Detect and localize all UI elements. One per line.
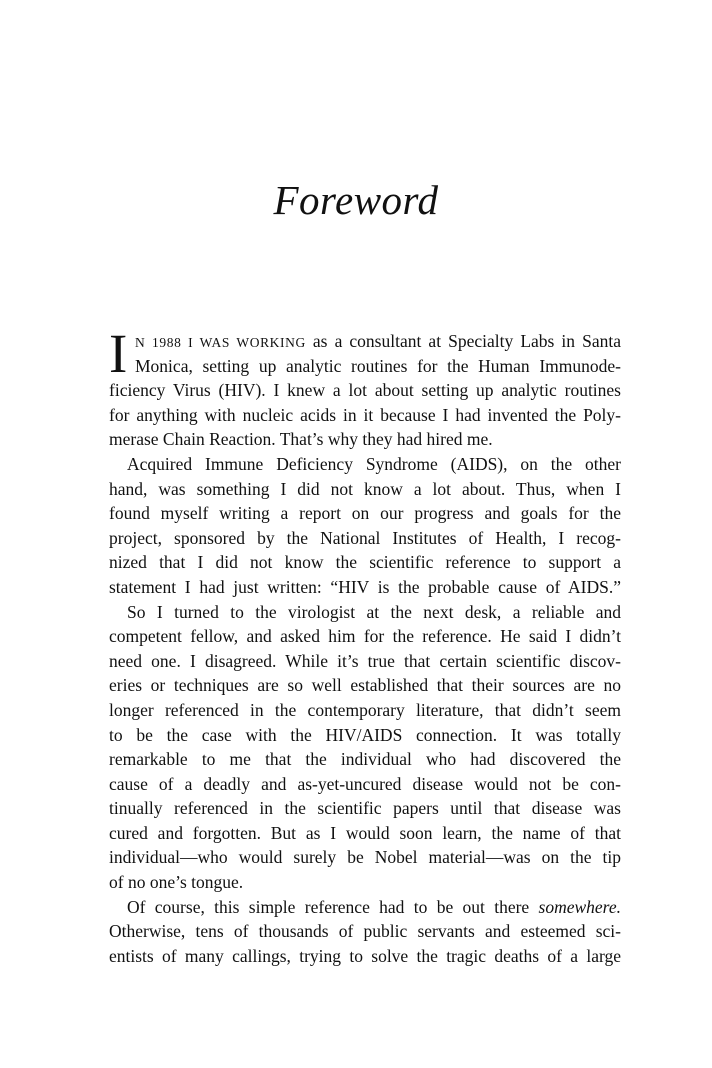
text-line: found myself writing a report on our progress and goals for the xyxy=(109,503,621,524)
text-line: to be the case with the HIV/AIDS connection. It was totally xyxy=(109,724,621,745)
text-line: So I turned to the virologist at the next desk, a reliable and xyxy=(127,601,621,622)
text-line: remarkable to me that the individual who had discovered the xyxy=(109,749,621,770)
text-line: of no one’s tongue. xyxy=(109,872,244,893)
text-line: merase Chain Reaction. That’s why they had hired me. xyxy=(109,429,493,450)
text-line: Acquired Immune Deficiency Syndrome (AIDS), on the other xyxy=(127,453,621,474)
text-line: Monica, setting up analytic routines for the Human Immunode- xyxy=(135,355,621,376)
text-line: statement I had just written: “HIV is the probable cause of AIDS.” xyxy=(109,576,621,597)
text-line: nized that I did not know the scientific reference to support a xyxy=(109,552,621,573)
text-line: cured and forgotten. But as I would soon learn, the name of that xyxy=(109,822,621,843)
text-line: eries or techniques are so well established that their sources are no xyxy=(109,675,621,696)
text-line: need one. I disagreed. While it’s true that certain scientific discov- xyxy=(109,650,621,671)
italic-word: somewhere. xyxy=(538,896,621,917)
text-line: cause of a deadly and as-yet-uncured disease would not be con- xyxy=(109,773,621,794)
text-line: project, sponsored by the National Institutes of Health, I recog- xyxy=(109,527,621,548)
text-line: ficiency Virus (HIV). I knew a lot about setting up analytic routines xyxy=(109,380,621,401)
page-title: Foreword xyxy=(273,177,439,223)
first-paragraph-opening xyxy=(109,323,621,384)
text-line: longer referenced in the contemporary literature, that didn’t seem xyxy=(109,699,621,720)
text-line: individual—who would surely be Nobel material—was on the tip xyxy=(109,847,621,868)
text-line: N 1988 I WAS WORKING as a consultant at Specialty Labs in Santa xyxy=(135,331,621,351)
text-line: Of course, this simple reference had to be out there somewhere. xyxy=(127,896,621,917)
text-line: competent fellow, and asked him for the reference. He said I didn’t xyxy=(109,626,621,647)
text-line: Otherwise, tens of thousands of public servants and esteemed sci- xyxy=(109,921,621,942)
text-line: for anything with nucleic acids in it because I had invented the Poly- xyxy=(109,404,621,425)
text-line: tinually referenced in the scientific papers until that disease was xyxy=(109,798,621,819)
text-line: hand, was something I did not know a lot about. Thus, when I xyxy=(109,478,621,499)
drop-cap: I xyxy=(109,323,128,384)
smallcaps-lead: N 1988 I WAS WORKING xyxy=(135,335,306,350)
text-line: entists of many callings, trying to solve the tragic deaths of a large xyxy=(109,945,621,966)
body-text xyxy=(109,323,621,968)
